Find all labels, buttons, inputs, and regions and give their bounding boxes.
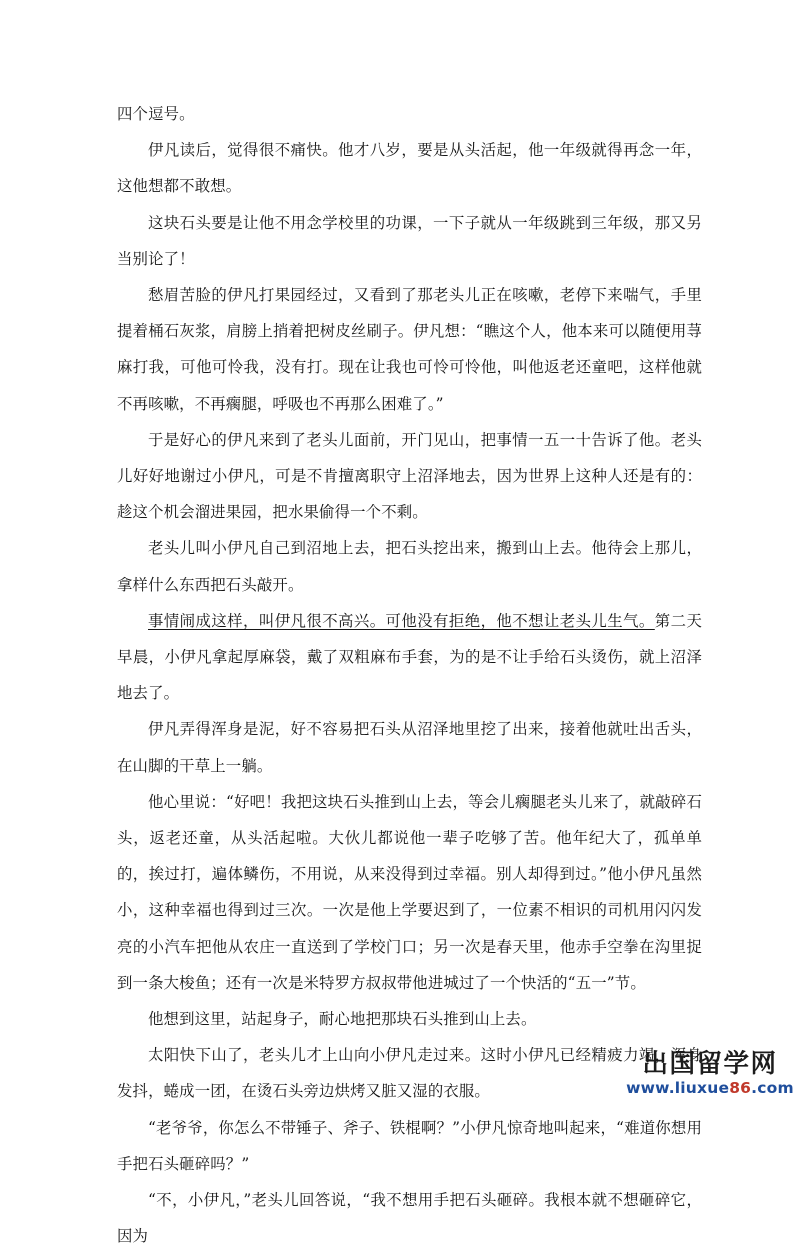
paragraph: 伊凡读后，觉得很不痛快。他才八岁，要是从头活起，他一年级就得再念一年，这他想都不敢想。: [117, 141, 702, 196]
paragraph-with-underline: [117, 603, 702, 712]
watermark: [616, 1049, 804, 1097]
paragraph: 四个逗号。: [117, 105, 195, 123]
watermark-url-highlight: 86: [729, 1078, 752, 1097]
paragraph: 老头儿叫小伊凡自己到沼地上去，把石头挖出来，搬到山上去。他待会上那儿，拿样什么东西把石头敲开。: [117, 539, 702, 594]
document-text-body: [117, 96, 702, 1255]
watermark-url-prefix: www.liuxue: [626, 1078, 730, 1097]
paragraph: 于是好心的伊凡来到了老头儿面前，开门见山，把事情一五一十告诉了他。老头儿好好地谢过小伊凡，可是不肯擅离职守上沼泽地去，因为世界上这种人还是有的：趁这个机会溜进果园，把水果偷得一个不剩。: [117, 430, 702, 522]
watermark-url: [616, 1078, 804, 1097]
underlined-text: 事情闹成这样，叫伊凡很不高兴。可他没有拒绝，他不想让老头儿生气。: [148, 611, 655, 630]
watermark-url-suffix: .com: [751, 1078, 794, 1097]
paragraph: 他想到这里，站起身子，耐心地把那块石头推到山上去。: [148, 1010, 537, 1029]
paragraph: “不，小伊凡，”老头儿回答说，“我不想用手把石头砸碎。我根本就不想砸碎它，因为: [117, 1191, 702, 1246]
paragraph-text: 第二天早晨，小伊凡拿起厚麻袋，戴了双粗麻布手套，为的是不让手给石头烫伤，就上沼泽地去了。: [117, 611, 702, 703]
paragraph: 他心里说：“好吧！我把这块石头推到山上去，等会儿瘸腿老头儿来了，就敲碎石头，返老还童，从头活起啦。大伙儿都说他一辈子吃够了苦。他年纪大了，孤单单的，挨过打，遍体鳞伤，不用说，从来没得到过幸福。别人却得到过。”他小伊凡虽然小，这种幸福也得到过三次。一次是他上学要迟到了，一位素不相识的司机用闪闪发亮的小汽车把他从农庄一直送到了学校门口；另一次是春天里，他赤手空拳在沟里捉到一条大梭鱼；还有一次是米特罗方叔叔带他进城过了一个快活的“五一”节。: [117, 792, 702, 992]
paragraph: 这块石头要是让他不用念学校里的功课，一下子就从一年级跳到三年级，那又另当别论了！: [117, 213, 702, 268]
paragraph: 太阳快下山了，老头儿才上山向小伊凡走过来。这时小伊凡已经精疲力竭，浑身发抖，蜷成一团，在烫石头旁边烘烤又脏又湿的衣服。: [117, 1046, 702, 1101]
watermark-site-name: 出国留学网: [642, 1049, 778, 1079]
paragraph: 伊凡弄得浑身是泥，好不容易把石头从沼泽地里挖了出来，接着他就吐出舌头，在山脚的干草上一躺。: [117, 720, 702, 775]
paragraph: “老爷爷，你怎么不带锤子、斧子、铁棍啊？”小伊凡惊奇地叫起来，“难道你想用手把石头砸碎吗？”: [117, 1118, 702, 1173]
paragraph: 愁眉苦脸的伊凡打果园经过，又看到了那老头儿正在咳嗽，老停下来喘气，手里提着桶石灰浆，肩膀上捎着把树皮丝刷子。伊凡想：“瞧这个人，他本来可以随便用荨麻打我，可他可怜我，没有打。现在让我也可怜可怜他，叫他返老还童吧，这样他就不再咳嗽，不再瘸腿，呼吸也不再那么困难了。”: [117, 286, 702, 413]
